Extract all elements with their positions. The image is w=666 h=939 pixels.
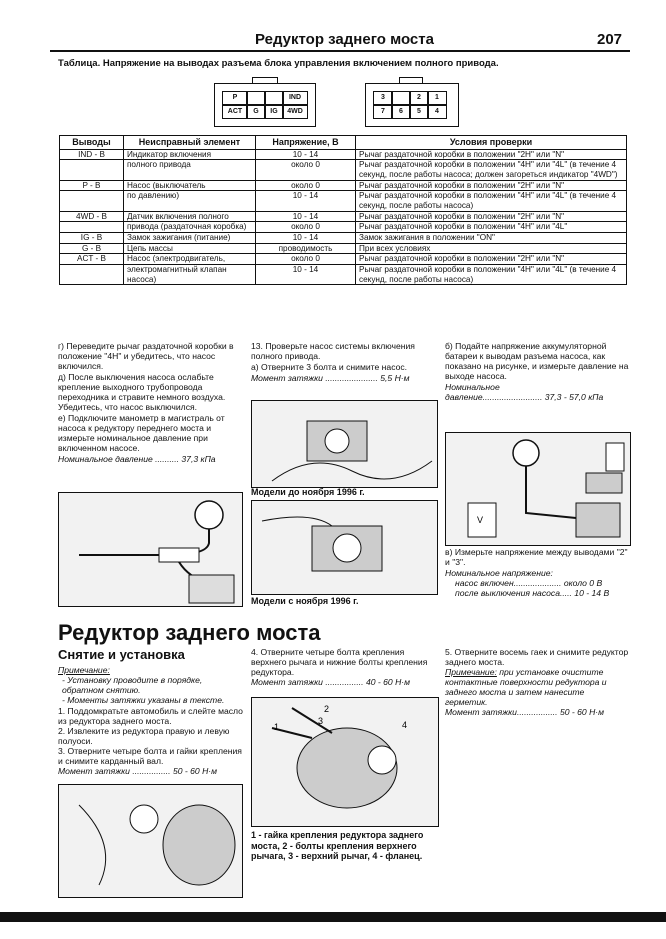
table-row bbox=[60, 254, 627, 265]
footer-bar bbox=[0, 912, 666, 922]
section-column-3 bbox=[445, 648, 629, 719]
nominal-voltage-off: после выключения насоса..... 10 - 14 В bbox=[455, 587, 610, 598]
component-cell: электромагнитный клапан насоса) bbox=[124, 265, 256, 285]
table-row bbox=[60, 243, 627, 254]
component-cell: полного привода bbox=[124, 160, 256, 180]
pump-figure-pre-1996 bbox=[251, 400, 438, 488]
pressure-gauge-figure bbox=[58, 492, 243, 607]
page-number: 207 bbox=[597, 31, 623, 48]
pin-g: G bbox=[246, 105, 266, 119]
component-cell: привода (раздаточная коробка) bbox=[124, 222, 256, 233]
terminal-cell: IG - B bbox=[60, 232, 124, 243]
component-cell: Индикатор включения bbox=[124, 149, 256, 160]
voltage-cell: 10 - 14 bbox=[256, 265, 356, 285]
voltage-cell: 10 - 14 bbox=[256, 149, 356, 160]
pin-ind: IND bbox=[282, 91, 308, 105]
table-row bbox=[60, 211, 627, 222]
component-cell: по давлению) bbox=[124, 191, 256, 211]
pin-4: 4 bbox=[427, 105, 447, 119]
step-2: 2. Извлеките из редуктора правую и левую полуоси. bbox=[58, 725, 230, 746]
column-header: Напряжение, В bbox=[256, 136, 356, 150]
svg-text:V: V bbox=[477, 515, 484, 525]
condition-cell: Рычаг раздаточной коробки в положении "2H" или "N" bbox=[356, 254, 627, 265]
column-header: Условия проверки bbox=[356, 136, 627, 150]
note-label: Примечание: bbox=[445, 666, 497, 677]
table-header-row bbox=[60, 136, 627, 150]
pin-5: 5 bbox=[409, 105, 429, 119]
note-item: - Установку проводите в порядке, обратном снятию. bbox=[62, 674, 203, 695]
pin-2: 2 bbox=[409, 91, 429, 105]
pump-figure-post-1996 bbox=[251, 500, 438, 595]
component-cell: Насос (выключатель bbox=[124, 180, 256, 191]
table-row bbox=[60, 160, 627, 180]
voltage-cell: 10 - 14 bbox=[256, 211, 356, 222]
terminal-cell bbox=[60, 265, 124, 285]
pin-p: P bbox=[222, 91, 248, 105]
note-text: при установке очистите контактные поверхности редуктора и заднего моста и затем нанесите герметик. bbox=[445, 666, 607, 707]
section-subtitle: Снятие и установка bbox=[58, 647, 185, 662]
nominal-label: Номинальное bbox=[445, 381, 500, 392]
pin-1: 1 bbox=[427, 91, 447, 105]
column-3-text-2 bbox=[445, 548, 629, 599]
column-header: Выводы bbox=[60, 136, 124, 150]
figure-caption: 1 - гайка крепления редуктора заднего моста, 2 - болты крепления верхнего рычага, 3 - верхний рычаг, 4 - фланец. bbox=[251, 830, 424, 862]
terminal-cell bbox=[60, 160, 124, 180]
figure-caption: Модели с ноября 1996 г. bbox=[251, 596, 359, 606]
callout-1: 1 bbox=[274, 722, 280, 732]
table-caption: Таблица. Напряжение на выводах разъема блока управления включением полного привода. bbox=[58, 58, 499, 69]
component-cell: Цепь массы bbox=[124, 243, 256, 254]
terminal-cell bbox=[60, 222, 124, 233]
condition-cell: Рычаг раздаточной коробки в положении "2H" или "N" bbox=[356, 180, 627, 191]
step-b: б) Подайте напряжение аккумуляторной батареи к выводам разъема насоса, как показано на рисунке, и измерьте давление на выходе насоса. bbox=[445, 341, 629, 381]
step-v: в) Измерьте напряжение между выводами "2" и "3". bbox=[445, 547, 628, 567]
pump-test-diagram bbox=[445, 432, 631, 546]
voltage-cell: около 0 bbox=[256, 160, 356, 180]
pin-blank bbox=[264, 91, 284, 105]
header-rule bbox=[50, 50, 630, 52]
step-d: д) После выключения насоса ослабьте крепление выходного трубопровода переходника и стравите немного воздуха. Убедитесь, что насос выключился. bbox=[58, 371, 226, 412]
callout-4: 4 bbox=[402, 720, 408, 730]
rear-gearbox-figure bbox=[251, 697, 439, 827]
callout-2: 2 bbox=[324, 704, 330, 714]
section-column-1 bbox=[58, 666, 243, 778]
pin-6: 6 bbox=[391, 105, 411, 119]
column-1-text bbox=[58, 342, 243, 466]
test-circuit-illustration bbox=[446, 433, 630, 545]
component-cell: Замок зажигания (питание) bbox=[124, 232, 256, 243]
voltage-cell: около 0 bbox=[256, 222, 356, 233]
pin-3: 3 bbox=[373, 91, 393, 105]
table-row bbox=[60, 232, 627, 243]
table-row bbox=[60, 265, 627, 285]
condition-cell: Рычаг раздаточной коробки в положении "2H" или "N" bbox=[356, 211, 627, 222]
table-row bbox=[60, 191, 627, 211]
terminal-voltage-table bbox=[59, 135, 627, 285]
terminal-cell: G - B bbox=[60, 243, 124, 254]
nominal-pressure: Номинальное давление .......... 37,3 кПа bbox=[58, 453, 216, 464]
table-row bbox=[60, 222, 627, 233]
step-e: е) Подключите манометр в магистраль от насоса к редуктору переднего моста и измерьте номинальное давление при включенном насосе. bbox=[58, 412, 225, 453]
pin-7: 7 bbox=[373, 105, 393, 119]
gearbox-illustration bbox=[252, 698, 438, 826]
torque-spec: Момент затяжки ................ 50 - 60 Н·м bbox=[58, 765, 218, 776]
page-header-title: Редуктор заднего моста bbox=[255, 31, 434, 48]
pin-ig: IG bbox=[264, 105, 284, 119]
torque-spec: Момент затяжки ................ 40 - 60 Н·м bbox=[251, 676, 411, 687]
voltage-cell: проводимость bbox=[256, 243, 356, 254]
torque-spec: Момент затяжки ...................... 5,5 Н·м bbox=[251, 372, 410, 383]
voltage-cell: около 0 bbox=[256, 254, 356, 265]
component-cell: Насос (электродвигатель, bbox=[124, 254, 256, 265]
note-label: Примечание: bbox=[58, 665, 110, 675]
terminal-cell bbox=[60, 191, 124, 211]
column-2-text bbox=[251, 342, 437, 385]
pin-blank bbox=[246, 91, 266, 105]
terminal-cell: IND - B bbox=[60, 149, 124, 160]
step-3: 3. Отверните четыре болта и гайки крепления и снимите карданный вал. bbox=[58, 745, 242, 766]
driveshaft-figure bbox=[58, 784, 243, 898]
voltage-cell: около 0 bbox=[256, 180, 356, 191]
section-title: Редуктор заднего моста bbox=[58, 620, 321, 645]
voltage-cell: 10 - 14 bbox=[256, 232, 356, 243]
condition-cell: При всех условиях bbox=[356, 243, 627, 254]
section-column-2 bbox=[251, 648, 437, 689]
step-4: 4. Отверните четыре болта крепления верхнего рычага и нижние болты крепления редуктора. bbox=[251, 647, 428, 677]
column-header: Неисправный элемент bbox=[124, 136, 256, 150]
connector-diagram-right bbox=[365, 83, 461, 129]
condition-cell: Рычаг раздаточной коробки в положении "2H" или "N" bbox=[356, 149, 627, 160]
figure-caption: Модели до ноября 1996 г. bbox=[251, 487, 365, 497]
condition-cell: Рычаг раздаточной коробки в положении "4H" или "4L" (в течение 4 секунд, после работы насоса) bbox=[356, 191, 627, 211]
step-13: 13. Проверьте насос системы включения полного привода. bbox=[251, 341, 415, 361]
nominal-pressure: давление......................... 37,3 - 57,0 кПа bbox=[445, 391, 604, 402]
callout-3: 3 bbox=[318, 716, 324, 726]
condition-cell: Рычаг раздаточной коробки в положении "4H" или "4L" (в течение 4 секунд, после работы насоса) bbox=[356, 265, 627, 285]
nominal-voltage-on: насос включен.................... около 0 В bbox=[455, 577, 603, 588]
pump-illustration bbox=[252, 401, 437, 487]
condition-cell: Рычаг раздаточной коробки в положении "4H" или "4L" (в течение 4 секунд, после работы насоса; должен загореться индикатор "4WD") bbox=[356, 160, 627, 180]
pin-4wd: 4WD bbox=[282, 105, 308, 119]
torque-spec: Момент затяжки................. 50 - 60 Н·м bbox=[445, 706, 605, 717]
step-g: г) Переведите рычаг раздаточной коробки в положение "4H" и убедитесь, что насос включился. bbox=[58, 341, 234, 371]
step-5: 5. Отверните восемь гаек и снимите редуктор заднего моста. bbox=[445, 647, 629, 667]
table-row bbox=[60, 149, 627, 160]
pin-blank bbox=[391, 91, 411, 105]
step-1: 1. Поддомкратьте автомобиль и слейте масло из редуктора заднего моста. bbox=[58, 705, 243, 726]
driveshaft-illustration bbox=[59, 785, 242, 897]
table-row bbox=[60, 180, 627, 191]
component-cell: Датчик включения полного bbox=[124, 211, 256, 222]
pin-act: ACT bbox=[222, 105, 248, 119]
terminal-cell: 4WD - B bbox=[60, 211, 124, 222]
nominal-voltage-label: Номинальное напряжение: bbox=[445, 567, 553, 578]
voltage-cell: 10 - 14 bbox=[256, 191, 356, 211]
note-item: - Моменты затяжки указаны в тексте. bbox=[62, 694, 225, 705]
terminal-cell: P - B bbox=[60, 180, 124, 191]
step-a: а) Отверните 3 болта и снимите насос. bbox=[251, 361, 408, 372]
pump-illustration bbox=[252, 501, 437, 594]
condition-cell: Рычаг раздаточной коробки в положении "4H" или "4L" bbox=[356, 222, 627, 233]
column-3-text bbox=[445, 342, 629, 404]
gauge-illustration bbox=[59, 493, 242, 606]
terminal-cell: ACT - B bbox=[60, 254, 124, 265]
connector-diagram-left bbox=[214, 83, 318, 129]
condition-cell: Замок зажигания в положении "ON" bbox=[356, 232, 627, 243]
